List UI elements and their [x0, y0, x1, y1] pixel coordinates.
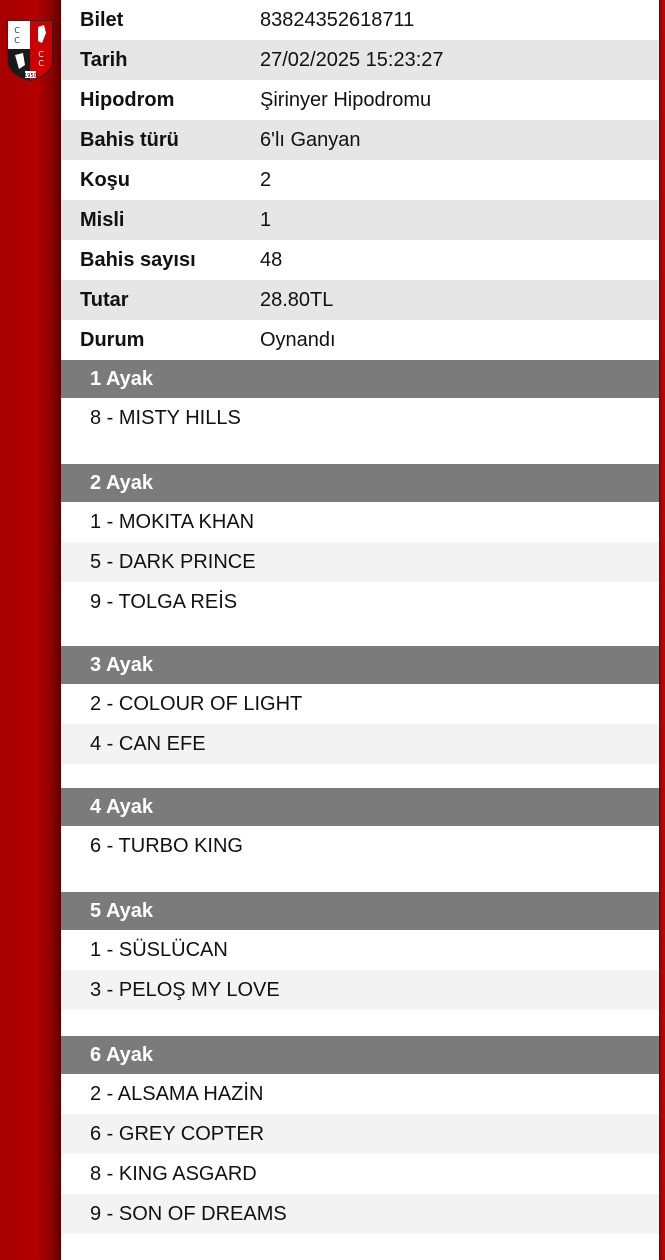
info-row — [61, 40, 659, 80]
info-row — [61, 280, 659, 320]
svg-text:1950: 1950 — [24, 73, 37, 79]
svg-text:C: C — [38, 50, 44, 59]
info-label: Bahis sayısı — [80, 248, 196, 271]
leg-header: 1 Ayak — [61, 360, 659, 398]
info-row — [61, 160, 659, 200]
legs-list — [61, 360, 659, 1258]
leg-spacer — [61, 1010, 659, 1036]
club-logo-icon — [5, 19, 55, 81]
svg-text:C: C — [38, 59, 44, 68]
leg-header: 2 Ayak — [61, 464, 659, 502]
info-row — [61, 320, 659, 360]
leg-spacer — [61, 866, 659, 892]
info-row — [61, 240, 659, 280]
horse-row: 6 - GREY COPTER — [61, 1114, 659, 1154]
svg-text:C: C — [14, 36, 20, 45]
leg-spacer — [61, 622, 659, 646]
leg-header: 6 Ayak — [61, 1036, 659, 1074]
horse-row: 2 - COLOUR OF LIGHT — [90, 692, 303, 715]
leg-header: 4 Ayak — [61, 788, 659, 826]
horse-row: 1 - MOKITA KHAN — [90, 510, 255, 533]
info-value: 83824352618711 — [260, 8, 415, 31]
info-value: 6'lı Ganyan — [260, 128, 361, 151]
info-label: Durum — [80, 328, 145, 351]
info-label: Bilet — [80, 8, 124, 31]
horse-row: 9 - SON OF DREAMS — [61, 1194, 659, 1234]
horse-row: 8 - MISTY HILLS — [90, 406, 241, 429]
info-value: 27/02/2025 15:23:27 — [260, 48, 444, 71]
info-label: Tutar — [80, 288, 129, 311]
horse-row: 6 - TURBO KING — [90, 834, 243, 857]
info-label: Bahis türü — [80, 128, 179, 151]
horse-row: 9 - TOLGA REİS — [90, 590, 238, 613]
horse-row: 3 - PELOŞ MY LOVE — [61, 970, 659, 1010]
info-label: Tarih — [80, 48, 128, 71]
info-value: 2 — [260, 168, 272, 191]
svg-text:C: C — [14, 26, 20, 35]
horse-row: 4 - CAN EFE — [61, 724, 659, 764]
leg-header: 5 Ayak — [61, 892, 659, 930]
ticket-detail-panel — [61, 0, 659, 1260]
leg-spacer — [61, 764, 659, 788]
info-row — [61, 0, 659, 40]
info-row — [61, 200, 659, 240]
horse-row: 8 - KING ASGARD — [90, 1162, 257, 1185]
leg-spacer — [61, 1234, 659, 1258]
leg-spacer — [61, 438, 659, 464]
info-value: 48 — [260, 248, 283, 271]
horse-row: 1 - SÜSLÜCAN — [90, 938, 228, 961]
info-label: Koşu — [80, 168, 130, 191]
info-row — [61, 80, 659, 120]
info-row — [61, 120, 659, 160]
info-value: Şirinyer Hipodromu — [260, 88, 432, 111]
info-value: Oynandı — [260, 328, 336, 351]
horse-row: 2 - ALSAMA HAZİN — [90, 1082, 264, 1105]
left-side-bar — [0, 0, 61, 1260]
info-value: 1 — [260, 208, 272, 231]
info-value: 28.80TL — [260, 288, 334, 311]
horse-row: 5 - DARK PRINCE — [61, 542, 659, 582]
leg-header: 3 Ayak — [61, 646, 659, 684]
info-label: Misli — [80, 208, 125, 231]
ticket-info-table — [61, 0, 659, 360]
info-label: Hipodrom — [80, 88, 175, 111]
right-side-bar — [659, 0, 665, 1260]
